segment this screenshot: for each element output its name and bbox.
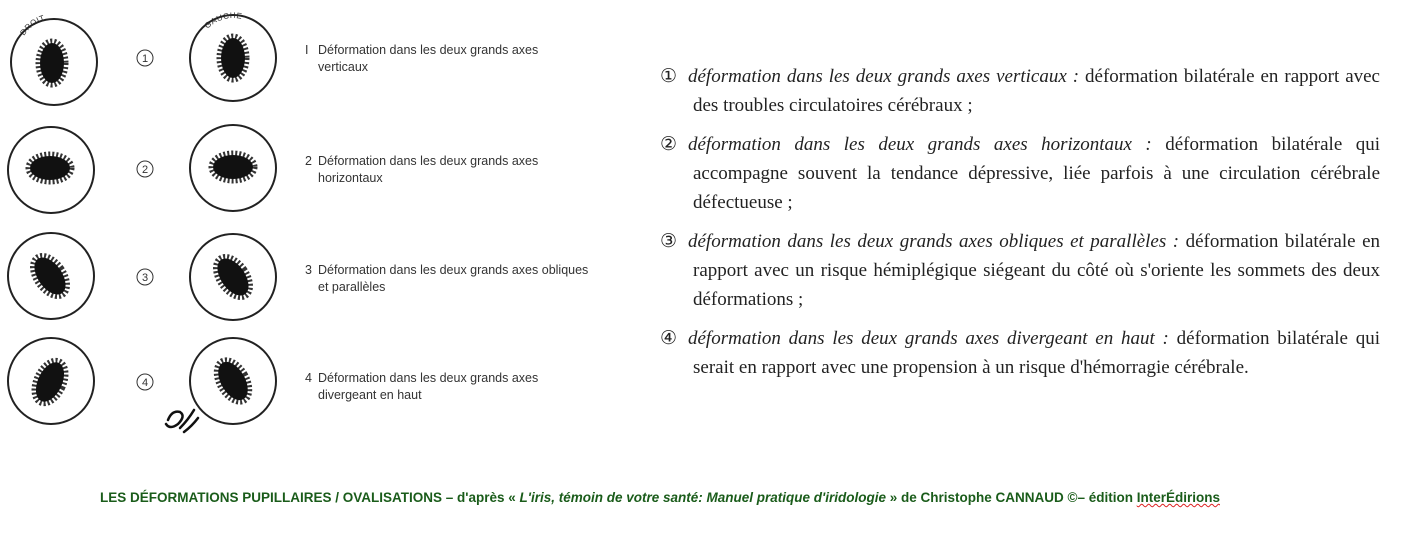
description-4-marker: ④ [660,328,678,349]
description-3 [660,227,1380,314]
footer-book-title: L'iris, témoin de votre santé: Manuel pratique d'iridologie [519,490,886,505]
description-2-marker: ② [660,134,678,155]
description-1 [660,62,1380,120]
row-2-caption: 2 Déformation dans les deux grands axes horizontaux [305,154,539,185]
row-3-number [137,269,153,285]
row-3-right-iris [8,233,94,319]
row-2-number [137,161,153,177]
row-1-right-iris [11,19,97,105]
left-eye-label: GAUCHE [202,10,244,31]
description-3-text: déformation bilatérale en rapport avec un risque hémiplégique siégeant du côté où s'oriente les sommets des deux déformations ; [693,231,1380,310]
row-3-left-iris [190,234,276,320]
description-2-text: déformation bilatérale qui accompagne souvent la tendance dépressive, liée parfois à une circulation cérébrale défectueuse ; [693,134,1381,213]
footer-publisher: InterÉdirions [1136,490,1220,505]
description-1-marker: ① [660,66,678,87]
row-1-number [137,50,153,66]
footer-middle: » de Christophe CANNAUD ©– édition [886,490,1137,505]
descriptions-list [660,62,1380,392]
row-4-right-iris [8,338,94,424]
row-3-caption: 3 Déformation dans les deux grands axes obliques et parallèles [305,263,589,294]
row-2-right-iris [8,127,94,213]
description-1-text: déformation bilatérale en rapport avec des troubles circulatoires cérébraux ; [693,66,1380,116]
description-4-title: déformation dans les deux grands axes divergeant en haut : [688,328,1169,349]
description-3-marker: ③ [660,231,678,252]
row-4-left-iris [190,338,276,424]
row-2-left-iris [190,125,276,211]
footer-prefix: LES DÉFORMATIONS PUPILLAIRES / OVALISATIONS – d'après « [100,490,520,505]
svg-text:2: 2 [141,164,149,176]
row-1-caption: I Déformation dans les deux grands axes verticaux [305,43,539,74]
description-2 [660,130,1380,217]
svg-text:3: 3 [141,272,149,284]
footer-credit [100,490,1400,505]
svg-text:4: 4 [141,377,149,389]
description-4-text: déformation bilatérale qui serait en rapport avec une propension à un risque d'hémorragie cérébrale. [693,328,1380,378]
description-3-title: déformation dans les deux grands axes obliques et parallèles : [688,231,1180,252]
description-4 [660,324,1380,382]
description-2-title: déformation dans les deux grands axes horizontaux : [688,134,1152,155]
row-1-left-iris [190,15,276,101]
description-1-title: déformation dans les deux grands axes verticaux : [688,66,1080,87]
right-eye-label: DROIT [18,13,47,38]
row-4-number [137,374,153,390]
row-4-caption: 4 Déformation dans les deux grands axes divergeant en haut [305,371,539,402]
svg-text:1: 1 [141,53,149,65]
handwritten-mark [166,410,198,432]
